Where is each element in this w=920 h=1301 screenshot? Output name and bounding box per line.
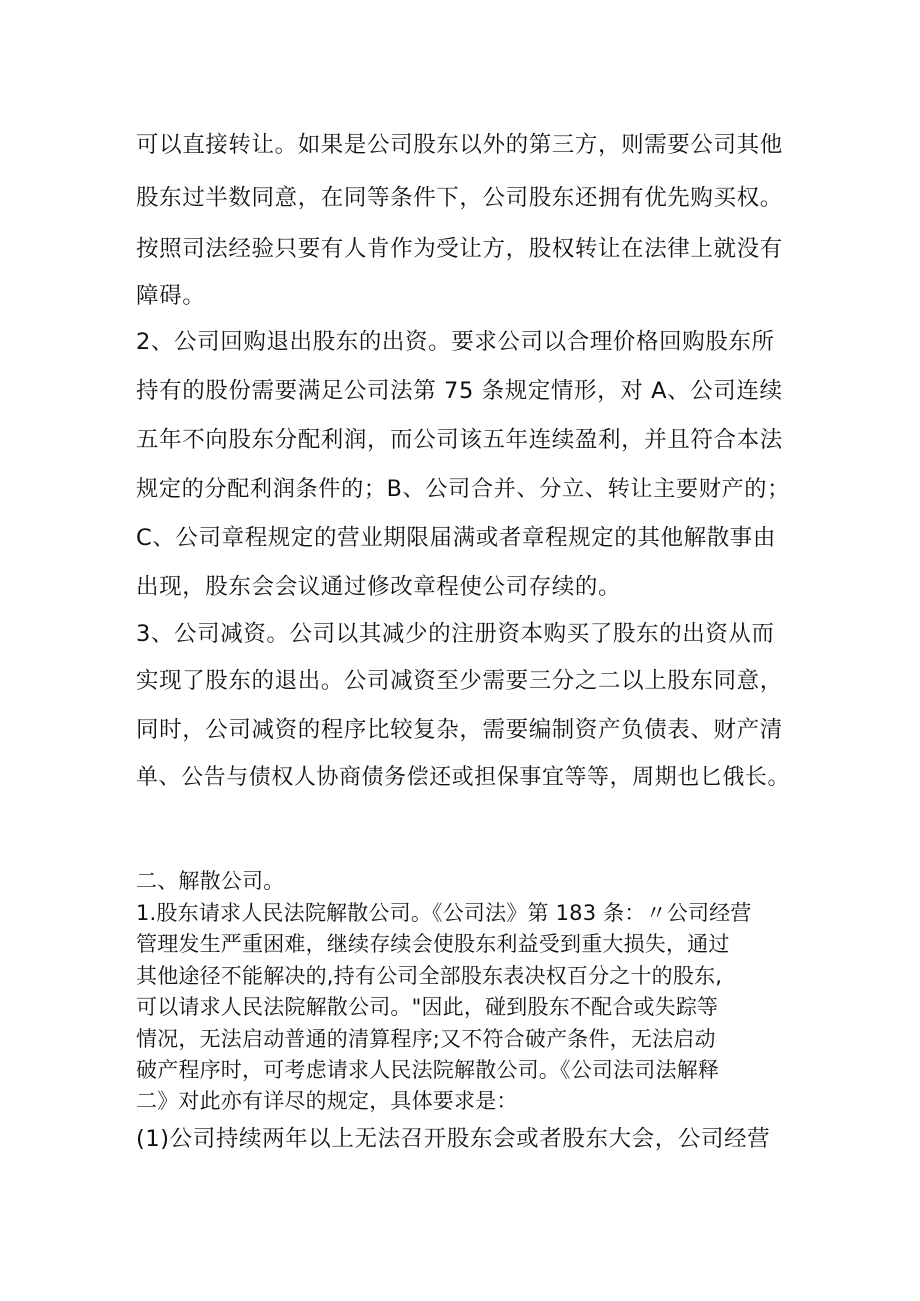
paragraph-line: 规定的分配利润条件的；B、公司合并、分立、转让主要财产的； [136, 476, 790, 502]
paragraph-line: 障碍。 [136, 283, 206, 309]
section-heading: 二、解散公司。 [136, 869, 285, 893]
paragraph-line: 其他途径不能解决的,持有公司全部股东表决权百分之十的股东, [136, 964, 723, 988]
paragraph-line: 按照司法经验只要有人肯作为受让方，股权转让在法律上就没有 [136, 236, 783, 262]
paragraph-line: 持有的股份需要满足公司法第 75 条规定情形，对 A、公司连续 [136, 378, 783, 404]
paragraph-line: 二》对此亦有详尽的规定，具体要求是： [136, 1089, 518, 1113]
paragraph-line: 可以直接转让。如果是公司股东以外的第三方，则需要公司其他 [136, 132, 783, 158]
paragraph-line: (1)公司持续两年以上无法召开股东会或者股东大会，公司经营 [136, 1126, 771, 1152]
paragraph-line: 出现，股东会会议通过修改章程使公司存续的。 [136, 574, 622, 600]
paragraph-line: 3、公司减资。公司以其减少的注册资本购买了股东的出资从而 [136, 621, 775, 647]
paragraph-line: 可以请求人民法院解散公司。"因此，碰到股东不配合或失踪等 [136, 995, 719, 1019]
paragraph-line: 破产程序时，可考虑请求人民法院解散公司。《公司法司法解释 [136, 1058, 720, 1082]
paragraph-line: C、公司章程规定的营业期限届满或者章程规定的其他解散事由 [136, 525, 777, 551]
paragraph-line: 情况，无法启动普通的清算程序;又不符合破产条件，无法启动 [136, 1027, 716, 1051]
paragraph-line: 股东过半数同意，在同等条件下，公司股东还拥有优先购买权。 [136, 185, 783, 211]
paragraph-line: 2、公司回购退出股东的出资。要求公司以合理价格回购股东所 [136, 329, 775, 355]
paragraph-line: 实现了股东的退出。公司减资至少需要三分之二以上股东同意， [136, 668, 783, 694]
paragraph-line: 1.股东请求人民法院解散公司。《公司法》第 183 条：〃公司经营 [136, 901, 752, 925]
paragraph-line: 单、公告与债权人协商债务偿还或担保事宜等等，周期也匕俄长。 [136, 765, 791, 790]
paragraph-line: 同时，公司减资的程序比较复杂，需要编制资产负债表、财产清 [136, 717, 783, 743]
paragraph-line: 管理发生严重困难，继续存续会使股东利益受到重大损失，通过 [136, 932, 730, 956]
paragraph-line: 五年不向股东分配利润，而公司该五年连续盈利，并且符合本法 [136, 427, 783, 453]
